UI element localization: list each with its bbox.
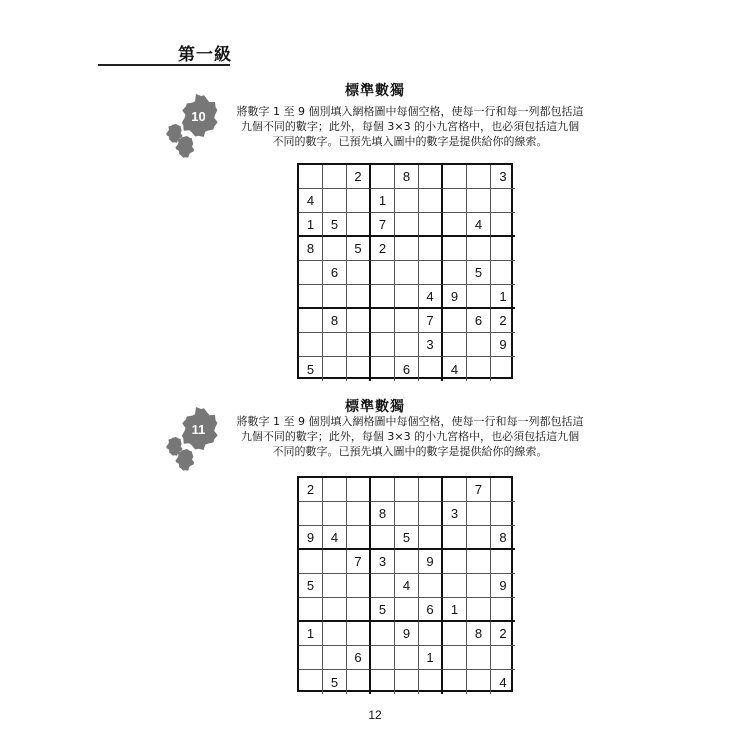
sudoku-cell: [443, 622, 467, 646]
sudoku-cell: [323, 646, 347, 670]
sudoku-cell: [323, 333, 347, 357]
sudoku-cell: [491, 189, 515, 213]
sudoku-cell: [395, 261, 419, 285]
sudoku-cell: 5: [323, 670, 347, 694]
sudoku-cell: [419, 237, 443, 261]
sudoku-cell: 8: [323, 309, 347, 333]
sudoku-cell: [371, 333, 395, 357]
instruction-line: 九個不同的數字；此外，每個 3×3 的小九宮格中，也必須包括這九個: [240, 120, 580, 133]
sudoku-cell: [299, 646, 323, 670]
sudoku-cell: [323, 478, 347, 502]
sudoku-cell: [371, 309, 395, 333]
sudoku-cell: [323, 237, 347, 261]
sudoku-cell: [323, 574, 347, 598]
sudoku-cell: [395, 285, 419, 309]
sudoku-cell: 6: [467, 309, 491, 333]
gears-icon: [160, 405, 232, 477]
sudoku-cell: 1: [371, 189, 395, 213]
sudoku-cell: [419, 261, 443, 285]
sudoku-cell: [491, 261, 515, 285]
puzzle-number: 11: [191, 422, 206, 437]
sudoku-cell: [395, 670, 419, 694]
sudoku-cell: 9: [443, 285, 467, 309]
sudoku-cell: 6: [323, 261, 347, 285]
sudoku-cell: 5: [395, 526, 419, 550]
sudoku-cell: [491, 237, 515, 261]
gear-small-bottom: [176, 449, 195, 471]
sudoku-cell: [299, 670, 323, 694]
sudoku-cell: [467, 285, 491, 309]
sudoku-cell: [395, 213, 419, 237]
sudoku-cell: [299, 502, 323, 526]
sudoku-cell: [299, 333, 323, 357]
sudoku-cell: [419, 189, 443, 213]
sudoku-cell: [347, 213, 371, 237]
sudoku-cell: [323, 550, 347, 574]
sudoku-cell: [491, 550, 515, 574]
sudoku-cell: [467, 574, 491, 598]
sudoku-cell: 1: [491, 285, 515, 309]
sudoku-cell: [299, 261, 323, 285]
sudoku-cell: 5: [299, 357, 323, 381]
sudoku-cell: [467, 646, 491, 670]
sudoku-cell: [395, 598, 419, 622]
gear-small-bottom: [176, 136, 195, 158]
sudoku-cell: [347, 526, 371, 550]
sudoku-cell: [395, 333, 419, 357]
sudoku-cell: [395, 237, 419, 261]
sudoku-cell: 6: [347, 646, 371, 670]
sudoku-cell: [491, 502, 515, 526]
sudoku-cell: 6: [419, 598, 443, 622]
instruction-line: 不同的數字。已預先填入圖中的數字是提供給你的線索。: [272, 135, 548, 148]
sudoku-cell: [491, 478, 515, 502]
sudoku-cell: [347, 502, 371, 526]
sudoku-cell: [419, 502, 443, 526]
sudoku-cell: [347, 285, 371, 309]
sudoku-cell: [491, 646, 515, 670]
sudoku-cell: [443, 526, 467, 550]
instruction-line: 九個不同的數字；此外，每個 3×3 的小九宮格中，也必須包括這九個: [240, 430, 580, 443]
sudoku-cell: 2: [347, 165, 371, 189]
instruction-line: 將數字 1 至 9 個別填入網格圖中每個空格，使每一行和每一列都包括這: [236, 105, 584, 118]
sudoku-cell: 5: [299, 574, 323, 598]
sudoku-cell: [443, 213, 467, 237]
sudoku-cell: [443, 189, 467, 213]
sudoku-cell: 3: [491, 165, 515, 189]
sudoku-cell: 9: [299, 526, 323, 550]
sudoku-cell: [347, 574, 371, 598]
sudoku-cell: 9: [491, 333, 515, 357]
sudoku-cell: [371, 165, 395, 189]
sudoku-cell: 4: [467, 213, 491, 237]
sudoku-cell: [347, 261, 371, 285]
sudoku-cell: [419, 478, 443, 502]
sudoku-cell: [323, 357, 347, 381]
page-number: 12: [368, 708, 382, 722]
sudoku-cell: [323, 285, 347, 309]
sudoku-cell: [347, 333, 371, 357]
sudoku-cell: [299, 165, 323, 189]
sudoku-cell: 5: [347, 237, 371, 261]
sudoku-cell: [347, 478, 371, 502]
sudoku-cell: [443, 478, 467, 502]
sudoku-grid: [297, 476, 513, 692]
sudoku-cell: 1: [299, 622, 323, 646]
section-title-rule: [98, 64, 230, 66]
sudoku-cell: [467, 598, 491, 622]
sudoku-cell: 8: [491, 526, 515, 550]
sudoku-cell: 3: [371, 550, 395, 574]
sudoku-cell: [419, 213, 443, 237]
sudoku-cell: 6: [395, 357, 419, 381]
sudoku-cell: [395, 502, 419, 526]
sudoku-cell: 2: [491, 622, 515, 646]
sudoku-cell: [371, 670, 395, 694]
sudoku-cell: [443, 261, 467, 285]
sudoku-cell: 9: [395, 622, 419, 646]
sudoku-cell: [419, 357, 443, 381]
sudoku-cell: [347, 357, 371, 381]
sudoku-cell: [347, 598, 371, 622]
sudoku-cell: 5: [323, 213, 347, 237]
sudoku-cell: [491, 357, 515, 381]
sudoku-cell: [443, 237, 467, 261]
sudoku-cell: [443, 574, 467, 598]
sudoku-cell: 9: [491, 574, 515, 598]
sudoku-cell: [419, 165, 443, 189]
puzzle-title: 標準數獨: [345, 399, 405, 415]
instructions: [230, 104, 590, 149]
sudoku-cell: [323, 622, 347, 646]
sudoku-cell: 4: [323, 526, 347, 550]
sudoku-cell: [395, 189, 419, 213]
sudoku-cell: 4: [299, 189, 323, 213]
sudoku-cell: [347, 309, 371, 333]
puzzle-title: 標準數獨: [345, 83, 405, 99]
sudoku-cell: [467, 189, 491, 213]
sudoku-cell: 7: [419, 309, 443, 333]
sudoku-cell: [371, 285, 395, 309]
sudoku-cell: 3: [419, 333, 443, 357]
sudoku-cell: [443, 670, 467, 694]
sudoku-cell: 8: [395, 165, 419, 189]
sudoku-cell: [467, 237, 491, 261]
sudoku-cell: [323, 189, 347, 213]
sudoku-cell: [371, 646, 395, 670]
sudoku-cell: [371, 478, 395, 502]
sudoku-cell: 5: [371, 598, 395, 622]
sudoku-cell: [467, 357, 491, 381]
sudoku-cell: [467, 670, 491, 694]
sudoku-cell: [467, 502, 491, 526]
sudoku-cell: [371, 526, 395, 550]
sudoku-cell: [443, 333, 467, 357]
sudoku-cell: 7: [347, 550, 371, 574]
sudoku-cell: [419, 574, 443, 598]
sudoku-cell: [323, 502, 347, 526]
sudoku-cell: [443, 165, 467, 189]
sudoku-cell: 3: [443, 502, 467, 526]
sudoku-cell: [299, 598, 323, 622]
sudoku-cell: [347, 622, 371, 646]
sudoku-cell: [371, 357, 395, 381]
sudoku-cell: [395, 550, 419, 574]
sudoku-cell: [395, 478, 419, 502]
sudoku-cell: [371, 261, 395, 285]
sudoku-cell: [467, 550, 491, 574]
sudoku-cell: 4: [499, 674, 507, 690]
sudoku-cell: [323, 598, 347, 622]
sudoku-cell: [443, 550, 467, 574]
sudoku-cell: 2: [371, 237, 395, 261]
instruction-line: 不同的數字。已預先填入圖中的數字是提供給你的線索。: [272, 445, 548, 458]
sudoku-grid: [297, 163, 513, 379]
sudoku-cell: 2: [491, 309, 515, 333]
sudoku-cell: 7: [371, 213, 395, 237]
sudoku-cell: 1: [299, 213, 323, 237]
sudoku-cell: [443, 309, 467, 333]
sudoku-cell: [299, 285, 323, 309]
sudoku-cell: [371, 574, 395, 598]
sudoku-cell: [467, 165, 491, 189]
puzzle-number: 10: [191, 109, 206, 124]
sudoku-cell: 8: [467, 622, 491, 646]
sudoku-cell: [491, 598, 515, 622]
sudoku-cell: 1: [419, 646, 443, 670]
sudoku-cell: [491, 213, 515, 237]
sudoku-cell: [323, 165, 347, 189]
instructions: [230, 414, 590, 459]
section-title: 第一級: [178, 45, 232, 65]
sudoku-cell: [395, 309, 419, 333]
sudoku-cell: 8: [299, 237, 323, 261]
sudoku-cell: [347, 670, 371, 694]
sudoku-cell: 1: [443, 598, 467, 622]
sudoku-cell: [467, 333, 491, 357]
sudoku-cell: [395, 646, 419, 670]
sudoku-cell: [467, 526, 491, 550]
sudoku-cell: 8: [371, 502, 395, 526]
sudoku-cell: [419, 670, 443, 694]
sudoku-cell: 2: [299, 478, 323, 502]
sudoku-cell: 4: [443, 357, 467, 381]
instruction-line: 將數字 1 至 9 個別填入網格圖中每個空格，使每一行和每一列都包括這: [236, 415, 584, 428]
sudoku-cell: 4: [395, 574, 419, 598]
sudoku-cell: [371, 622, 395, 646]
sudoku-cell: [419, 526, 443, 550]
sudoku-cell: [443, 646, 467, 670]
sudoku-cell: [299, 550, 323, 574]
sudoku-cell: 5: [467, 261, 491, 285]
sudoku-cell: 7: [467, 478, 491, 502]
sudoku-cell: [419, 622, 443, 646]
sudoku-cell: 4: [419, 285, 443, 309]
sudoku-cell: 9: [419, 550, 443, 574]
sudoku-cell: [347, 189, 371, 213]
sudoku-cell: [299, 309, 323, 333]
gears-icon: [160, 92, 232, 164]
